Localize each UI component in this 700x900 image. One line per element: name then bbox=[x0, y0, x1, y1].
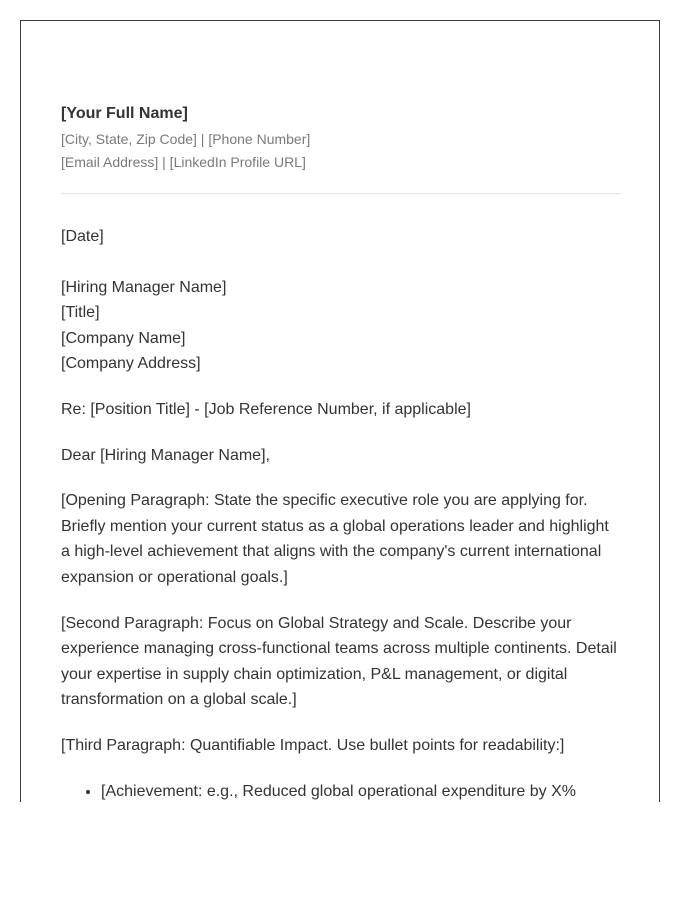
letter-content bbox=[61, 104, 621, 802]
letter-date: [Date] bbox=[61, 228, 104, 245]
recipient-company: [Company Name] bbox=[61, 329, 186, 347]
sender-name: [Your Full Name] bbox=[61, 105, 188, 122]
second-paragraph: [Second Paragraph: Focus on Global Strategy and Scale. Describe your experience managing cross-functional teams across multiple continents. Detail your expertise in supply chain optimization, P&L management, or digital transformation on a global scale.] bbox=[61, 614, 617, 709]
salutation: Dear [Hiring Manager Name], bbox=[61, 446, 270, 464]
recipient-block bbox=[61, 275, 621, 377]
recipient-address: [Company Address] bbox=[61, 355, 201, 373]
recipient-title: [Title] bbox=[61, 304, 100, 322]
contact-line-email-linkedin: [Email Address] | [LinkedIn Profile URL] bbox=[61, 154, 306, 170]
header-divider bbox=[61, 193, 621, 194]
sender-contact bbox=[61, 128, 621, 174]
opening-paragraph: [Opening Paragraph: State the specific executive role you are applying for. Briefly mention your current status as a global operations leader and highlight a high-level achievement that aligns with the company's current international expansion or operational goals.] bbox=[61, 492, 609, 586]
recipient-name: [Hiring Manager Name] bbox=[61, 278, 227, 296]
letter-page bbox=[20, 20, 660, 802]
contact-line-address-phone: [City, State, Zip Code] | [Phone Number] bbox=[61, 131, 311, 147]
re-line: Re: [Position Title] - [Job Reference Number, if applicable] bbox=[61, 400, 471, 418]
achievement-list bbox=[61, 779, 621, 803]
achievement-item: • [Achievement: e.g., Reduced global operational expenditure by X% bbox=[101, 779, 621, 803]
third-paragraph: [Third Paragraph: Quantifiable Impact. Use bullet points for readability:] bbox=[61, 736, 565, 754]
